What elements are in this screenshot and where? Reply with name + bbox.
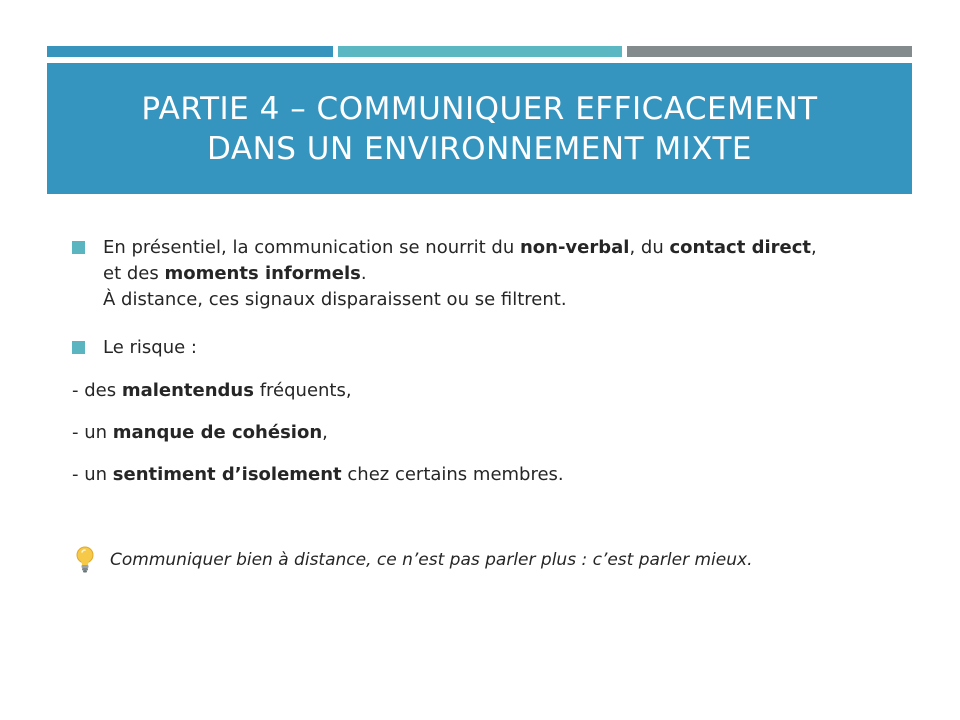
risk-suffix: ,	[322, 422, 328, 443]
bold-text: contact direct	[669, 237, 812, 258]
accent-bar-teal	[338, 46, 622, 57]
risk-item	[72, 378, 352, 404]
bullet-content	[103, 335, 893, 361]
bullet-risque	[72, 335, 893, 361]
quote-row	[74, 546, 752, 574]
risk-keyword: malentendus	[121, 380, 254, 401]
bullet-square-icon	[72, 341, 85, 354]
bullet-text: ,	[811, 237, 817, 258]
risk-prefix: - des	[72, 380, 122, 401]
bullet-presentiel	[72, 235, 893, 313]
bullet-text: À distance, ces signaux disparaissent ou se filtrent.	[103, 289, 567, 310]
bullet-text: , du	[629, 237, 670, 258]
quote-text: Communiquer bien à distance, ce n’est pas parler plus : c’est parler mieux.	[110, 550, 753, 570]
accent-bar-blue	[47, 46, 333, 57]
bullet-text: En présentiel, la communication se nourrit du	[103, 237, 520, 258]
light-bulb-icon	[74, 546, 96, 574]
accent-bar-gray	[627, 46, 912, 57]
risk-keyword: sentiment d’isolement	[112, 464, 342, 485]
bullet-text: Le risque :	[103, 337, 197, 358]
risk-suffix: fréquents,	[253, 380, 352, 401]
title-band	[47, 63, 912, 194]
risk-keyword: manque de cohésion	[112, 422, 323, 443]
risk-item	[72, 462, 564, 488]
slide-title-line-2: DANS UN ENVIRONNEMENT MIXTE	[207, 130, 752, 167]
risk-suffix: chez certains membres.	[341, 464, 564, 485]
bullet-square-icon	[72, 241, 85, 254]
bullet-text: et des	[103, 263, 165, 284]
bold-text: non-verbal	[519, 237, 630, 258]
bold-text: moments informels	[164, 263, 361, 284]
risk-item	[72, 420, 328, 446]
risk-prefix: - un	[72, 422, 113, 443]
bullet-text: .	[360, 263, 367, 284]
bullet-content	[103, 235, 893, 313]
slide-title-line-1: PARTIE 4 – COMMUNIQUER EFFICACEMENT	[141, 90, 818, 127]
risk-prefix: - un	[72, 464, 113, 485]
slide-title	[80, 89, 880, 169]
